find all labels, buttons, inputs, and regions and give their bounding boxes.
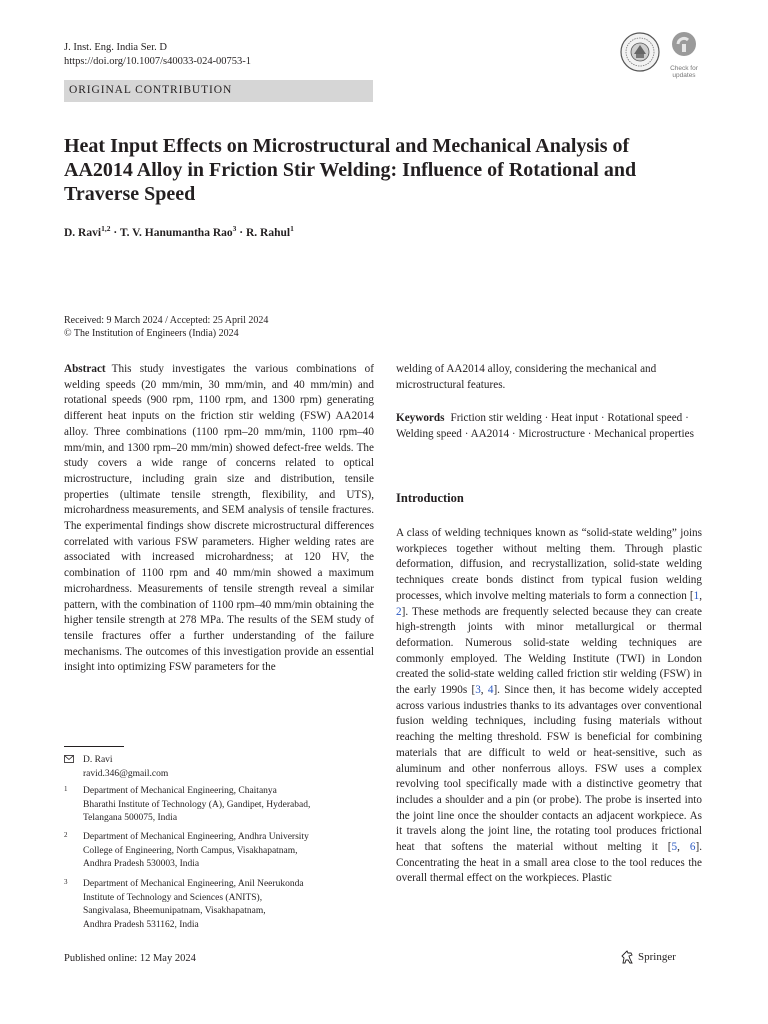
keywords-text: Friction stir welding · Heat input · Rotational speed · Welding speed · AA2014 · Microstructure · Mechanical properties bbox=[396, 412, 694, 440]
publisher-logo bbox=[620, 950, 676, 964]
copyright: © The Institution of Engineers (India) 2024 bbox=[64, 328, 239, 339]
abstract-label: Abstract bbox=[64, 363, 106, 375]
journal-name: J. Inst. Eng. India Ser. D bbox=[64, 42, 167, 53]
author-name[interactable]: D. Ravi bbox=[64, 226, 102, 239]
envelope-icon bbox=[64, 755, 74, 763]
author-affiliation-sup: 3 bbox=[232, 224, 237, 233]
article-dates bbox=[64, 314, 268, 340]
affiliation-text: Department of Mechanical Engineering, Anil Neerukonda Institute of Technology and Sciences (ANITS), Sangivalasa, Bheemunipatnam, Visakhapatnam, Andhra Pradesh 531162, India bbox=[83, 879, 304, 930]
introduction-body bbox=[396, 526, 702, 887]
intro-text: A class of welding techniques known as “solid-state welding” joins workpieces together without melting them. Through plastic deformation, diffusion, and recrystallization, solid-state welding techniques create bonds distinct from typical fusion welding processes, which involve melting materials to form a connection [ bbox=[396, 527, 702, 602]
author-name[interactable]: T. V. Hanumantha Rao bbox=[119, 226, 233, 239]
publisher-name: Springer bbox=[638, 951, 676, 963]
citation-link[interactable]: 3 bbox=[475, 684, 481, 697]
author-affiliation-sup: 1,2 bbox=[101, 224, 111, 233]
received-accepted: Received: 9 March 2024 / Accepted: 25 April 2024 bbox=[64, 315, 269, 326]
check-for-updates-icon bbox=[664, 30, 704, 60]
article-type: ORIGINAL CONTRIBUTION bbox=[69, 84, 233, 96]
keywords bbox=[396, 411, 702, 442]
citation-link[interactable]: 5 bbox=[671, 841, 678, 854]
section-heading: Introduction bbox=[396, 491, 464, 505]
check-for-updates-label: Check for updates bbox=[670, 65, 698, 79]
check-for-updates-badge[interactable] bbox=[664, 30, 704, 79]
published-date: Published online: 12 May 2024 bbox=[64, 953, 196, 964]
author-separator: · bbox=[113, 226, 118, 239]
footnote-separator bbox=[64, 746, 124, 747]
citation-link[interactable]: 4 bbox=[487, 684, 494, 697]
citation-link[interactable]: 2 bbox=[396, 605, 402, 618]
abstract-continued: welding of AA2014 alloy, considering the mechanical and microstructural features. bbox=[396, 363, 657, 391]
springer-horse-icon bbox=[620, 950, 634, 964]
article-title: Heat Input Effects on Microstructural and Mechanical Analysis of AA2014 Alloy in Friction Stir Welding: Influence of Rotational and Traverse Speed bbox=[64, 135, 637, 205]
author-separator: · bbox=[239, 226, 244, 239]
doi-link[interactable]: https://doi.org/10.1007/s40033-024-00753-1 bbox=[64, 56, 252, 67]
intro-text: ]. These methods are frequently selected because they can create high-strength joints with minor metallurgical or thermal deformation. Numerous solid-state welding techniques are commonly employed. The Welding Institute (TWI) in London created the solid-state welding called friction stir welding (FSW) in the early 1990s [ bbox=[396, 605, 702, 697]
abstract bbox=[64, 362, 374, 676]
intro-text: , bbox=[699, 589, 702, 602]
contact-name: D. Ravi bbox=[83, 755, 113, 765]
author-affiliation-sup: 1 bbox=[290, 224, 294, 233]
article-type-banner bbox=[64, 80, 373, 102]
citation-link[interactable]: 1 bbox=[693, 589, 700, 602]
author-list bbox=[64, 224, 294, 239]
abstract-text: This study investigates the various combinations of welding speeds (20 mm/min, 30 mm/min, and 40 mm/min) and rotational speeds (900 rpm, 1100 rpm, and 1300 rpm) generating different heat inputs on the friction stir welding (FSW) AA2014 alloy. Three combinations (1100 rpm–20 mm/min, 1100 rpm–40 mm/min, and 1300 rpm–20 mm/min) showed defect-free welds. The study covers a wide range of concerns related to optical microstructure, including grain size and distribution, tensile properties (ultimate tensile strength, flexibility, and UTS), microhardness measurements, and SEM analysis of tensile fractures. The experimental findings show discrete microstructural differences correlated with various FSW parameters. Higher welding rates are associated with increased microhardness; at 120 HV, the combination of 1100 rpm and 40 mm/min showed a maximum microhardness. Measurements of tensile strength reveal a similar pattern, with the combination of 1100 rpm–40 mm/min obtaining the higher tensile strength at 278 MPa. The results of the SEM study of tensile fractures offer a further understanding of the failure mechanisms. The outcomes of this investigation provide an essential insight into optimizing FSW parameters for the bbox=[64, 363, 374, 674]
journal-header bbox=[64, 41, 251, 69]
intro-text: ]. Since then, it has become widely accepted across various industries thanks to its advantages over conventional fusion welding techniques, including fusing materials without reaching the melting threshold. FSW is beneficial for combining materials that are difficult to weld or heat-sensitive, such as aluminum and other nonferrous alloys. FSW uses a complex revolving tool specifically made with a distinctive geometry that includes a shoulder and a pin (or probe). The probe is inserted into the joint line once the shoulder contacts an adjacent workpiece. As it travels along the joint line, the rotating tool produces frictional heat that softens the material without melting it [ bbox=[396, 684, 703, 854]
affiliation-text: Department of Mechanical Engineering, Chaitanya Bharathi Institute of Technology (A), Gandipet, Hyderabad, Telangana 500075, India bbox=[83, 786, 311, 823]
affiliation-text: Department of Mechanical Engineering, Andhra University College of Engineering, North Campus, Visakhapatnam, Andhra Pradesh 530003, India bbox=[83, 832, 309, 869]
institution-seal-icon bbox=[620, 32, 660, 72]
affiliation-number: 1 bbox=[64, 785, 68, 793]
intro-text: ]. Concentrating the heat in a small area close to the tool reduces the overall thermal effect on the workpieces. Plastic bbox=[396, 841, 703, 885]
affiliation-number: 3 bbox=[64, 878, 68, 886]
author-name[interactable]: R. Rahul bbox=[245, 226, 291, 239]
citation-link[interactable]: 6 bbox=[689, 841, 696, 854]
keywords-label: Keywords bbox=[396, 412, 445, 424]
affiliation-number: 2 bbox=[64, 831, 68, 839]
intro-text: , bbox=[677, 841, 690, 854]
intro-text: , bbox=[480, 684, 488, 697]
contact-email[interactable]: ravid.346@gmail.com bbox=[83, 768, 169, 779]
